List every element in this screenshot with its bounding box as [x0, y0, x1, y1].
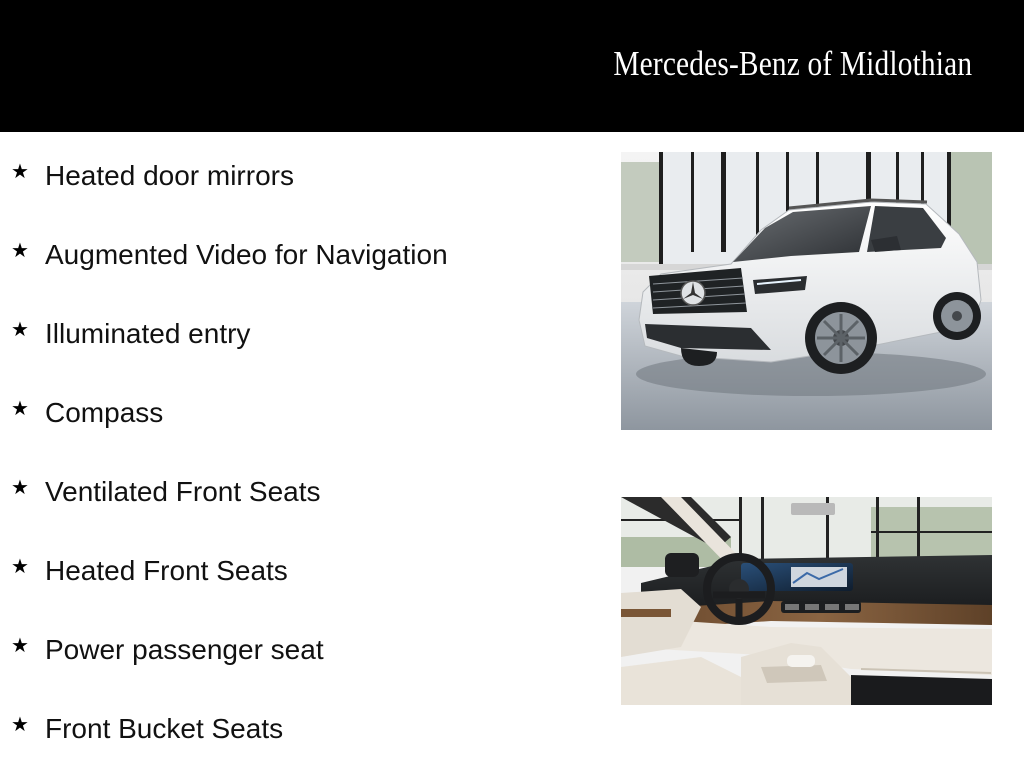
- list-item: [0, 630, 600, 670]
- star-icon: ★: [11, 477, 29, 499]
- vehicle-interior-photo: [621, 497, 992, 705]
- star-icon: ★: [11, 240, 29, 262]
- header-bar: [0, 0, 1024, 132]
- list-item: [0, 235, 600, 275]
- vehicle-exterior-photo: [621, 152, 992, 430]
- feature-label: Augmented Video for Navigation: [45, 239, 448, 270]
- list-item: [0, 393, 600, 433]
- list-item: [0, 156, 600, 196]
- star-icon: ★: [11, 398, 29, 420]
- list-item: [0, 709, 600, 749]
- list-item: [0, 472, 600, 512]
- feature-label: Illuminated entry: [45, 318, 251, 349]
- feature-label: Ventilated Front Seats: [45, 476, 321, 507]
- feature-label: Heated door mirrors: [45, 160, 294, 191]
- star-icon: ★: [11, 319, 29, 341]
- feature-label: Compass: [45, 397, 164, 428]
- list-item: [0, 314, 600, 354]
- star-icon: ★: [11, 556, 29, 578]
- star-icon: ★: [11, 635, 29, 657]
- dealer-name: Mercedes-Benz of Midlothian: [613, 44, 972, 83]
- star-icon: ★: [11, 714, 29, 736]
- feature-label: Heated Front Seats: [45, 555, 288, 586]
- list-item: [0, 551, 600, 591]
- feature-label: Front Bucket Seats: [45, 713, 284, 744]
- star-icon: ★: [11, 161, 29, 183]
- feature-label: Power passenger seat: [45, 634, 324, 665]
